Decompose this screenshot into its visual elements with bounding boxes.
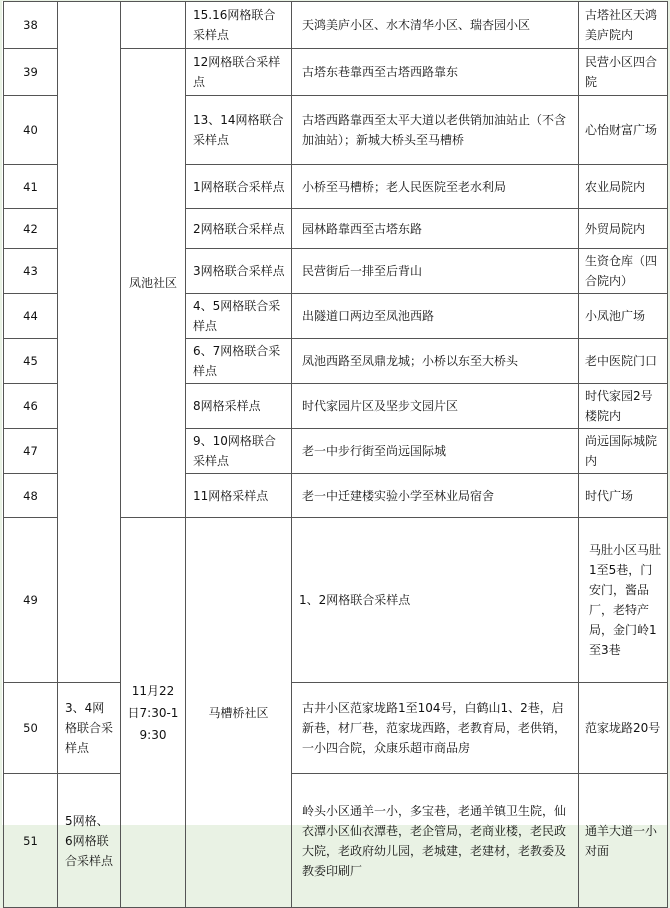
coverage-scope: 古井小区范家垅路1至104号，白鹤山1、2巷，启新巷，材厂巷，范家垅西路，老教育局，老供销，一小四合院，众康乐超市商品房 [292, 683, 579, 774]
row-number: 38 [4, 2, 58, 49]
sampling-point-name: 8网格采样点 [186, 384, 292, 429]
sampling-point-name: 11网格采样点 [186, 474, 292, 518]
row-number: 49 [4, 518, 58, 683]
row-number: 51 [4, 774, 58, 908]
sampling-location: 外贸局院内 [579, 209, 668, 249]
coverage-scope: 老一中迁建楼实验小学至林业局宿舍 [292, 474, 579, 518]
sampling-location: 通羊大道一小对面 [579, 774, 668, 908]
sampling-location: 民营小区四合院 [579, 49, 668, 96]
time-slot: 11月22日7:30-19:30 [121, 518, 186, 908]
row-number: 40 [4, 96, 58, 165]
sampling-point-name: 5网格、6网格联合采样点 [58, 774, 121, 908]
coverage-scope: 马肚小区马肚1至5巷，门安门，酱品厂，老特产局，金门岭1至3巷 [579, 518, 668, 683]
sampling-location: 范家垅路20号 [579, 683, 668, 774]
sampling-point-name: 1网格联合采样点 [186, 165, 292, 209]
coverage-scope: 时代家园片区及坚步文园片区 [292, 384, 579, 429]
sampling-point-name: 1、2网格联合采样点 [292, 518, 579, 683]
table-row [4, 683, 668, 774]
sampling-point-name: 12网格联合采样点 [186, 49, 292, 96]
row-number: 43 [4, 249, 58, 294]
sampling-location: 农业局院内 [579, 165, 668, 209]
coverage-scope: 古塔西路靠西至太平大道以老供销加油站止（不含加油站）；新城大桥头至马槽桥 [292, 96, 579, 165]
coverage-scope: 民营街后一排至后背山 [292, 249, 579, 294]
coverage-scope: 园林路靠西至古塔东路 [292, 209, 579, 249]
coverage-scope: 出隧道口两边至凤池西路 [292, 294, 579, 339]
sampling-location: 古塔社区天鸿美庐院内 [579, 2, 668, 49]
row-number: 50 [4, 683, 58, 774]
sampling-point-name: 3、4网格联合采样点 [58, 683, 121, 774]
sampling-location: 小凤池广场 [579, 294, 668, 339]
sampling-point-name: 4、5网格联合采样点 [186, 294, 292, 339]
sampling-location: 生资仓库（四合院内） [579, 249, 668, 294]
row-number: 42 [4, 209, 58, 249]
sampling-location: 时代广场 [579, 474, 668, 518]
coverage-scope: 凤池西路至凤鼎龙城；小桥以东至大桥头 [292, 339, 579, 384]
sampling-point-name: 6、7网格联合采样点 [186, 339, 292, 384]
community-name: 凤池社区 [121, 49, 186, 518]
row-number: 46 [4, 384, 58, 429]
coverage-scope: 天鸿美庐小区、水木清华小区、瑞杏园小区 [292, 2, 579, 49]
row-number: 39 [4, 49, 58, 96]
row-number: 44 [4, 294, 58, 339]
row-number: 41 [4, 165, 58, 209]
coverage-scope: 老一中步行街至尚远国际城 [292, 429, 579, 474]
row-number: 47 [4, 429, 58, 474]
sampling-location: 尚远国际城院内 [579, 429, 668, 474]
row-number: 48 [4, 474, 58, 518]
coverage-scope: 岭头小区通羊一小，多宝巷，老通羊镇卫生院，仙衣潭小区仙衣潭巷，老企管局，老商业楼，老民政大院，老政府幼儿园，老城建，老建材，老教委及教委印刷厂 [292, 774, 579, 908]
sampling-point-name: 15.16网格联合采样点 [186, 2, 292, 49]
coverage-scope: 小桥至马槽桥；老人民医院至老水利局 [292, 165, 579, 209]
sampling-point-name: 2网格联合采样点 [186, 209, 292, 249]
row-number: 45 [4, 339, 58, 384]
community-cell-empty [121, 2, 186, 49]
sampling-sites-table [3, 1, 668, 908]
time-cell-empty [58, 2, 121, 683]
sampling-point-name: 9、10网格联合采样点 [186, 429, 292, 474]
sampling-point-name: 3网格联合采样点 [186, 249, 292, 294]
table-row [4, 2, 668, 49]
sampling-location: 心怡财富广场 [579, 96, 668, 165]
table-row [4, 774, 668, 908]
coverage-scope: 古塔东巷靠西至古塔西路靠东 [292, 49, 579, 96]
community-name: 马槽桥社区 [186, 518, 292, 908]
sampling-location: 老中医院门口 [579, 339, 668, 384]
sampling-point-name: 13、14网格联合采样点 [186, 96, 292, 165]
document-page [2, 1, 668, 878]
sampling-location: 时代家园2号楼院内 [579, 384, 668, 429]
